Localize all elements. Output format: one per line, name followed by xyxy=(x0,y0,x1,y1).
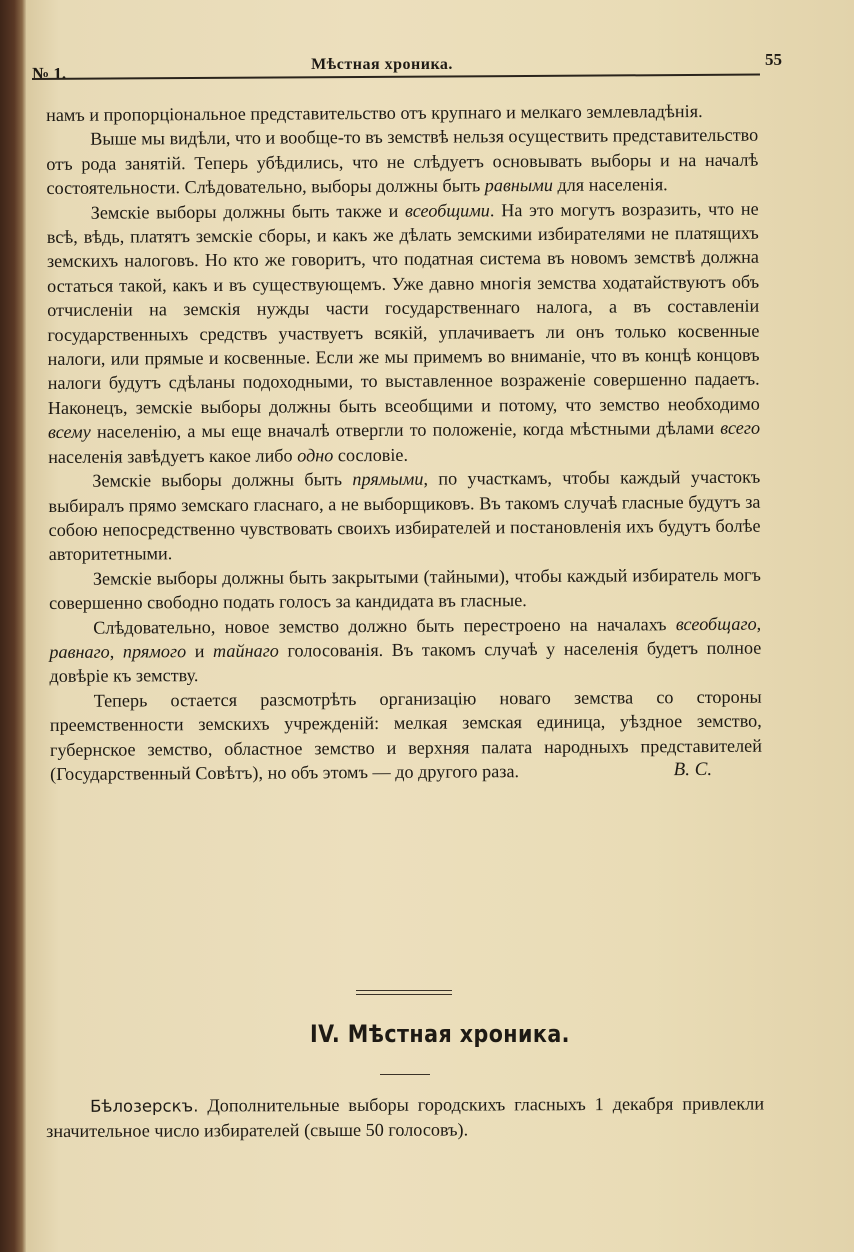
paragraph: Земскіе выборы должны быть прямыми, по участкамъ, чтобы каждый участокъ выбиралъ прямо земскаго гласнаго, а не выборщиковъ. Въ такомъ случаѣ гласные будутъ за собою непосредственно чувствовать своихъ избирателей и постановленія ихъ будутъ болѣе авторитетными. xyxy=(48,466,761,565)
paragraph: Бѣлозерскъ. Дополнительные выборы городскихъ гласныхъ 1 декабря привлекли значительное число избирателей (свыше 50 голосовъ). xyxy=(46,1093,765,1142)
emphasis: всеобщаго xyxy=(675,613,757,634)
paragraph: Земскіе выборы должны быть закрытыми (тайными), чтобы каждый избиратель могъ совершенно свободно подать голосъ за кандидата въ гласные. xyxy=(48,564,761,614)
article-body xyxy=(46,99,762,787)
page-number: 55 xyxy=(765,50,782,69)
book-spine xyxy=(0,0,26,1252)
paragraph: намъ и пропорціональное представительство отъ крупнаго и мелкаго землевладѣнія. xyxy=(46,100,703,125)
page xyxy=(26,0,854,1252)
news-place: Бѣлозерскъ. xyxy=(90,1096,199,1116)
section-heading: IV. Мѣстная хроника. xyxy=(310,1020,570,1048)
paragraph: Земскіе выборы должны быть также и всеобщими. На это могутъ возразить, что не всѣ, вѣдь, платятъ земскіе сборы, и какъ же дѣлать земскими избирателями не платящихъ земскихъ налоговъ. Но кто же говоритъ, что податная система въ новомъ земствѣ должна остаться такой, какъ и въ существующемъ. Уже давно многія земства ходатайствуютъ объ отчисленіи на земскія нужды части государственнаго налога, а въ составленіи государственныхъ средствъ участвуетъ всякій, уплачиваетъ ли онъ только косвенные налоги, или прямые и косвенные. Если же мы примемъ во вниманіе, что въ концѣ концовъ налоги будутъ сдѣланы подоходными, то выставленное возраженіе совершенно падаетъ. Наконецъ, земскіе выборы должны быть всеобщими и потому, что земство необходимо всему населенію, а мы еще вначалѣ отвергли то положеніе, когда мѣстными дѣлами всего населенія завѣдуетъ какое либо одно сословіе. xyxy=(46,198,761,467)
emphasis: равными xyxy=(484,175,553,196)
running-header xyxy=(32,46,782,83)
author-signature: В. С. xyxy=(673,759,713,781)
emphasis: всему xyxy=(47,422,91,443)
emphasis: прямого xyxy=(122,641,187,662)
emphasis: одно xyxy=(297,444,334,466)
issue-number: № 1. xyxy=(32,64,67,83)
heading-rule xyxy=(380,1074,430,1075)
running-title: Мѣстная хроника. xyxy=(311,56,453,73)
paragraph: Слѣдовательно, новое земство должно быть перестроено на началахъ всеобщаго, равнаго, прямого и тайнаго голосованія. Въ такомъ случаѣ у населенія будетъ полное довѣріе къ земству. xyxy=(49,613,762,687)
news-item xyxy=(46,1091,764,1143)
paragraph: Выше мы видѣли, что и вообще-то въ земствѣ нельзя осуществить представительство отъ рода занятій. Теперь убѣдились, что не слѣдуетъ основывать выборы и на началѣ состоятельности. Слѣдовательно, выборы должны быть равными для населенія. xyxy=(46,125,759,199)
section-divider xyxy=(356,990,452,995)
emphasis: прямыми xyxy=(352,468,424,490)
emphasis: всего xyxy=(720,417,761,439)
emphasis: всеобщими xyxy=(404,199,490,221)
emphasis: тайнаго xyxy=(212,640,279,661)
emphasis: равнаго xyxy=(49,641,110,662)
paragraph: Теперь остается разсмотрѣть организацію новаго земства со стороны преемственности земскихъ учрежденій: мелкая земская единица, уѣздное земство, губернское земство, областное земство и верхняя палата народныхъ представителей (Государственный Совѣтъ), но объ этомъ — до другого раза. xyxy=(49,686,762,784)
